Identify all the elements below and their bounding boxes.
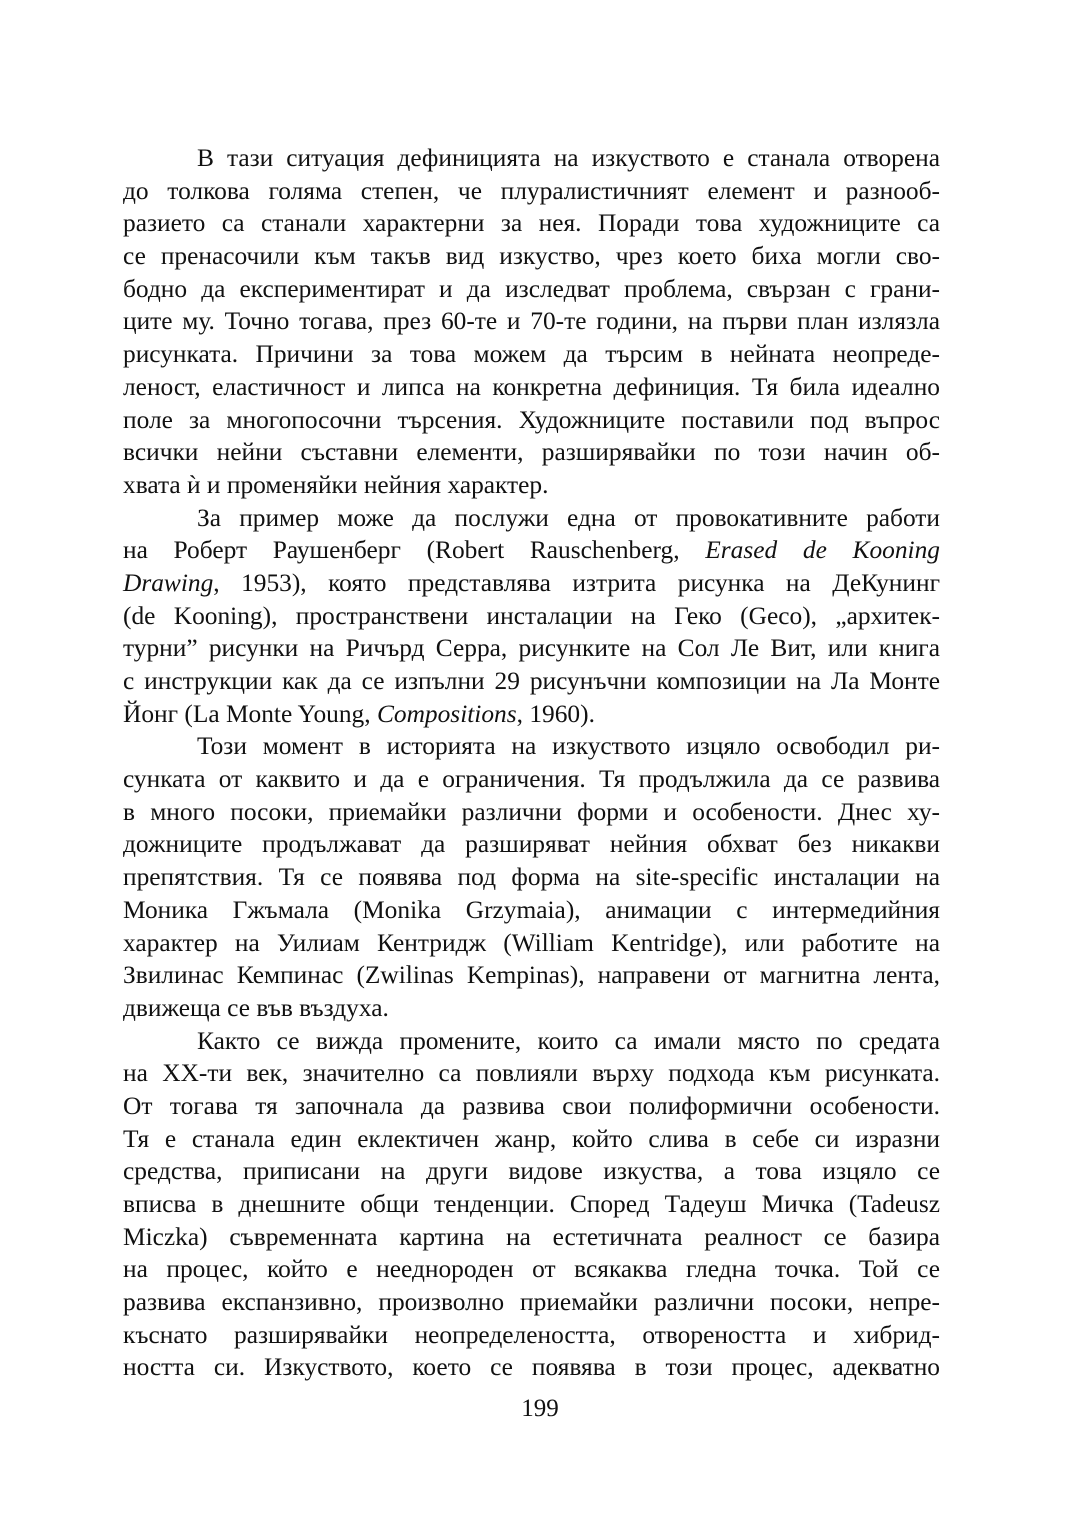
- text-line: В тази ситуация дефиницията на изкуството е станала отворена: [197, 144, 940, 172]
- artwork-title: Erased de Kooning: [705, 536, 941, 565]
- artwork-title: Compositions: [376, 699, 517, 728]
- text-line: с инструкции как да се изпълни 29 рисунъчни композиции на Ла Монте: [123, 667, 940, 695]
- text-line: Тя е станала един еклектичен жанр, който слива в себе си изразни: [123, 1124, 940, 1153]
- text-line: на XX-ти век, значително са повлияли върху подхода към рисунката.: [123, 1059, 940, 1088]
- text-line: Както се вижда промените, които са имали място по средата: [197, 1026, 940, 1055]
- text-line: вписва в днешните общи тенденции. Според Тадеуш Мичка (Tadeusz: [123, 1190, 940, 1218]
- text-line: на процес, който е нееднороден от всякаква гледна точка. Той се: [123, 1255, 940, 1284]
- text-line: поле за многопосочни търсения. Художниците поставили под въпрос: [123, 405, 940, 434]
- text-line: ността си. Изкуството, което се появява в този процес, адекватно: [123, 1353, 940, 1382]
- text-line: леност, еластичност и липса на конкретна дефиниция. Тя била идеално: [123, 372, 940, 401]
- text-line: (de Kooning), пространствени инсталации на Геко (Geco), „архитек-: [123, 601, 940, 630]
- artwork-title: Drawing: [123, 568, 214, 597]
- text-line: От тогава тя започнала да развива свои полиформични особености.: [123, 1091, 940, 1120]
- text-line: Този момент в историята на изкуството изцяло освободил ри-: [197, 732, 940, 761]
- text-line: препятствия. Тя се появява под форма на site-specific инсталации на: [123, 863, 940, 892]
- text-line: [123, 698, 940, 731]
- page-number: 199: [521, 1395, 559, 1422]
- text-line: дожниците продължават да разширяват нейния обхват без никакви: [123, 830, 940, 859]
- text-line: в много посоки, приемайки различни форми и особености. Днес ху-: [123, 797, 940, 826]
- text-line: характер на Уилиам Кентридж (William Kentridge), или работите на: [123, 928, 940, 957]
- text-segment: на Роберт Раушенберг (Robert Rauschenberg,: [123, 536, 680, 565]
- text-line: рисунката. Причини за това можем да търсим в нейната неопреде-: [123, 340, 940, 369]
- text-line: разието са станали характерни за нея. Поради това художниците са: [123, 209, 940, 238]
- text-line: Miczka) съвременната картина на естетичната реалност се базира: [123, 1222, 940, 1251]
- text-line: къснато разширявайки неопределеността, отвореността и хибрид-: [123, 1320, 940, 1349]
- text-line: За пример може да послужи една от провокативните работи: [197, 503, 940, 532]
- text-line: се пренасочили към такъв вид изкуство, чрез което биха могли сво-: [123, 242, 940, 271]
- text-line: [123, 567, 940, 600]
- text-line: всички нейни съставни елементи, разширявайки по този начин об-: [123, 438, 940, 467]
- text-segment: , 1953), която представлява изтрита рисунка на ДеКунинг: [213, 568, 940, 597]
- text-line: турни” рисунки на Ричърд Серра, рисунките на Сол Ле Вит, или книга: [123, 634, 940, 663]
- text-line: ците му. Точно тогава, през 60-те и 70-те години, на първи план излязла: [123, 307, 940, 336]
- text-line: средства, приписани на други видове изкуства, а това изцяло се: [123, 1157, 940, 1186]
- text-line: бодно да експериментират и да изследват проблема, свързан с грани-: [123, 274, 940, 303]
- text-segment: , 1960).: [516, 699, 595, 728]
- text-line: до толкова голяма степен, че плуралистичният елемент и разнооб-: [123, 176, 940, 205]
- text-line: Звилинас Кемпинас (Zwilinas Kempinas), направени от магнитна лента,: [123, 961, 940, 990]
- text-segment: Йонг (La Monte Young,: [123, 699, 371, 728]
- text-line: хвата ѝ и променяйки нейния характер.: [123, 470, 549, 499]
- text-line: движеща се във въздуха.: [123, 993, 389, 1022]
- text-line: Моника Гжъмала (Monika Grzymaia), анимации с интермедийния: [123, 895, 940, 924]
- text-line: развива експанзивно, произволно приемайки различни посоки, непре-: [123, 1288, 940, 1317]
- text-line: сунката от каквито и да е ограничения. Тя продължила да се развива: [123, 765, 940, 794]
- text-line: [123, 534, 940, 567]
- body-text: [123, 142, 940, 1384]
